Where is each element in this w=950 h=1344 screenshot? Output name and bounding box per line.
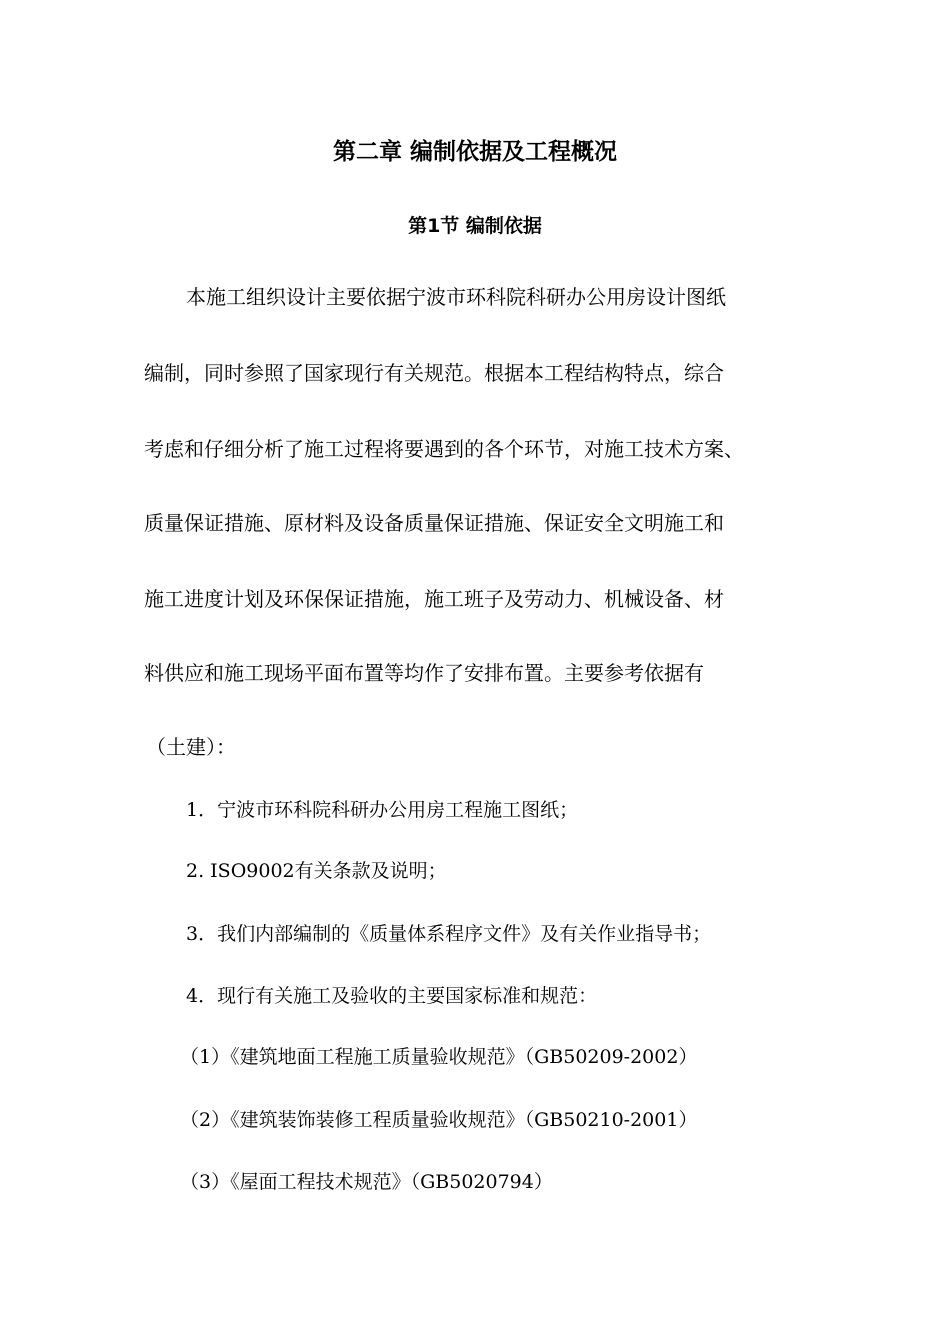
paragraph-line: 考虑和仔细分析了施工过程将要遇到的各个环节，对施工技术方案、 [144,437,744,461]
paragraph-line: 编制，同时参照了国家现行有关规范。根据本工程结构特点，综合 [144,361,724,385]
list-item: 2. ISO9002有关条款及说明； [186,860,447,882]
section-title: 第1节 编制依据 [408,215,542,237]
paragraph-line: （土建）： [146,735,236,759]
list-item: 3．我们内部编制的《质量体系程序文件》及有关作业指导书； [186,923,712,945]
paragraph-line: 料供应和施工现场平面布置等均作了安排布置。主要参考依据有 [144,661,704,685]
list-item: 4．现行有关施工及验收的主要国家标准和规范： [186,985,598,1007]
standard-item: （3）《屋面工程技术规范》（GB5020794） [180,1171,553,1193]
paragraph-line: 本施工组织设计主要依据宁波市环科院科研办公用房设计图纸 [186,285,726,309]
chapter-title: 第二章 编制依据及工程概况 [332,139,617,165]
paragraph-line: 质量保证措施、原材料及设备质量保证措施、保证安全文明施工和 [144,511,724,535]
standard-item: （1）《建筑地面工程施工质量验收规范》（GB50209-2002） [180,1046,698,1068]
list-item: 1．宁波市环科院科研办公用房工程施工图纸； [186,799,579,821]
standard-item: （2）《建筑装饰装修工程质量验收规范》（GB50210-2001） [180,1109,698,1131]
paragraph-line: 施工进度计划及环保保证措施，施工班子及劳动力、机械设备、材 [144,587,724,611]
